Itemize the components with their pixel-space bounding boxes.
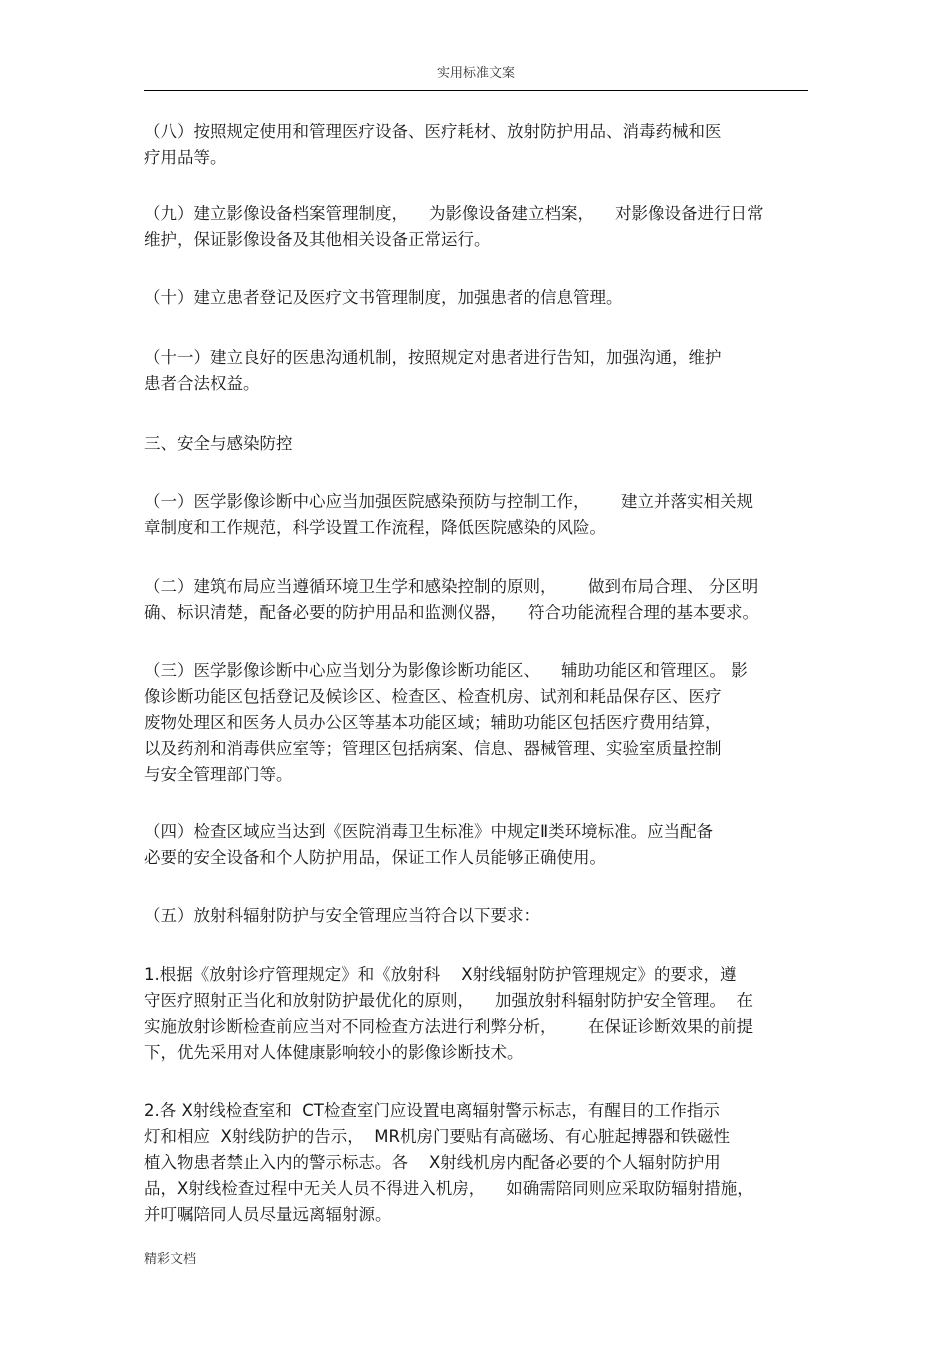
paragraph-safety-1: （一）医学影像诊断中心应当加强医院感染预防与控制工作， 建立并落实相关规 章制度和工作规范，科学设置工作流程，降低医院感染的风险。 (144, 492, 753, 537)
page-header: 实用标准文案 (436, 66, 515, 81)
paragraph-9: （九）建立影像设备档案管理制度， 为影像设备建立档案， 对影像设备进行日常 维护，保证影像设备及其他相关设备正常运行。 (144, 204, 764, 249)
paragraph-safety-2: （二）建筑布局应当遵循环境卫生学和感染控制的原则， 做到布局合理、 分区明 确、标识清楚，配备必要的防护用品和监测仪器， 符合功能流程合理的基本要求。 (144, 577, 759, 622)
paragraph-safety-3: （三）医学影像诊断中心应当划分为影像诊断功能区、 辅助功能区和管理区。 影 像诊断功能区包括登记及候诊区、检查区、检查机房、试剂和耗品保存区、医疗 废物处理区和医务人员办公区等基本功能区域；辅助功能区包括医疗费用结算， 以及药剂和消毒供应室等；管理区包括病案、信息、器械管理、实验室质量控制 与安全管理部门等。 (144, 661, 748, 784)
paragraph-safety-4: （四）检查区域应当达到《医院消毒卫生标准》中规定Ⅱ类环境标准。应当配备 必要的安全设备和个人防护用品，保证工作人员能够正确使用。 (144, 822, 714, 867)
paragraph-8: （八）按照规定使用和管理医疗设备、医疗耗材、放射防护用品、消毒药械和医 疗用品等。 (144, 122, 722, 167)
paragraph-item-1: 1.根据《放射诊疗管理规定》和《放射科 X射线辐射防护管理规定》的要求，遵 守医疗照射正当化和放射防护最优化的原则， 加强放射科辐射防护安全管理。 在 实施放射诊断检查前应当对不同检查方法进行利弊分析， 在保证诊断效果的前提 下，优先采用对人体健康影响较小的影像诊断技术。 (144, 965, 753, 1062)
page-footer: 精彩文档 (144, 1252, 197, 1267)
header-divider (144, 90, 808, 91)
section-heading-safety: 三、安全与感染防控 (144, 434, 293, 453)
paragraph-10: （十）建立患者登记及医疗文书管理制度，加强患者的信息管理。 (144, 288, 623, 307)
paragraph-11: （十一）建立良好的医患沟通机制，按照规定对患者进行告知，加强沟通，维护 患者合法权益。 (144, 348, 722, 393)
paragraph-item-2: 2.各 X射线检查室和 CT检查室门应设置电离辐射警示标志，有醒目的工作指示 灯和相应 X射线防护的告示， MR机房门要贴有高磁场、有心脏起搏器和铁磁性 植入物患者禁止入内的警示标志。各 X射线机房内配备必要的个人辐射防护用 品，X射线检查过程中无关人员不得进入机房， 如确需陪同则应采取防辐射措施， 并叮嘱陪同人员尽量远离辐射源。 (144, 1101, 754, 1224)
paragraph-safety-5: （五）放射科辐射防护与安全管理应当符合以下要求： (144, 906, 540, 925)
